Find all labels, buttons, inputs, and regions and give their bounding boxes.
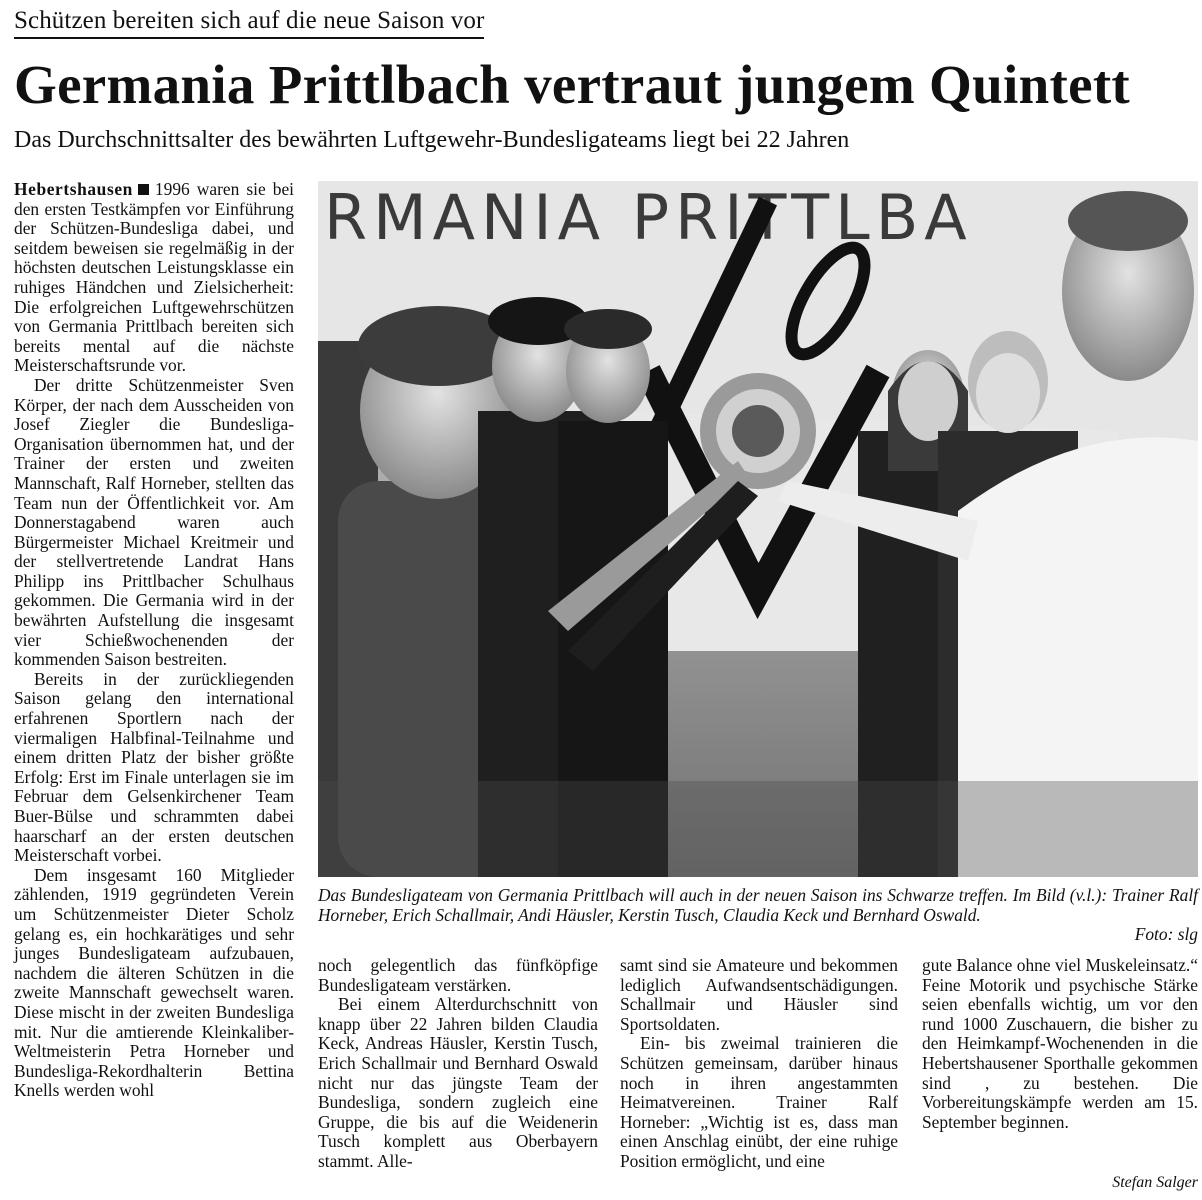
paragraph-3: Bereits in der zurückliegenden Saison gelang den international erfahrenen Sportlern nach der viermaligen Halbfinal-Teilnahme und einem dritten Platz der bisher größte Erfolg: Erst im Finale unterlagen sie im Februar dem Gelsenkirchener Team Buer-Bülse und schrammten dabei haarscharf an der ersten deutschen Meisterschaft vorbei.: [14, 668, 294, 866]
article-column-4: [922, 956, 1198, 1132]
kicker: Schützen bereiten sich auf die neue Saison vor: [14, 6, 484, 39]
article-column-1: [14, 180, 294, 1101]
paragraph-2: Der dritte Schützenmeister Sven Körper, der nach dem Ausscheiden von Josef Ziegler die Bundesliga-Organisation übernommen hat, und der Trainer der ersten und zweiten Mannschaft, Ralf Horneber, stellten das Team nun der Öffentlichkeit vor. Am Donnerstagabend waren auch Bürgermeister Michael Kreitmeir und der stellvertretende Landrat Hans Philipp ins Prittlbacher Schulhaus gekommen. Die Germania wird in der bewährten Aufstellung die insgesamt vier Schießwochenenden der kommenden Saison bestreiten.: [14, 374, 294, 670]
paragraph-4: Dem insgesamt 160 Mitglieder zählenden, 1919 gegründeten Verein um Schützenmeister Dieter Scholz gelang es, ein hochkarätiges und sehr junges Bundesligateam aufzubauen, nachdem die älteren Schützen in die zweite Mannschaft gewechselt waren. Diese mischt in der zweiten Bundesliga mit. Nur die amtierende Kleinkaliber-Weltmeisterin Petra Horneber und Bundesliga-Rekordhalterin Bettina Knells werden wohl: [14, 864, 294, 1101]
article-column-3: [620, 956, 898, 1172]
dateline: Hebertshausen: [14, 179, 133, 199]
photo-credit: Foto: slg: [1134, 924, 1198, 944]
paragraph-9: gute Balance ohne viel Muskeleinsatz.“ Feine Motorik und psychische Stärke seien ebenfalls wichtig, um vor den rund 1000 Zuschauern, die bisher zu den Heimkampf-Wochenenden in die Hebertshausener Sporthalle gekommen sind , zu bestehen. Die Vorbereitungskämpfe werden am 15. September beginnen.: [922, 955, 1198, 1132]
paragraph-7: samt sind sie Amateure und bekommen lediglich Aufwandsentschädigungen. Schallmair und Häusler sind Sportsoldaten.: [620, 955, 898, 1034]
headline: Germania Prittlbach vertraut jungem Quintett: [14, 54, 1131, 115]
author-byline: Stefan Salger: [1112, 1174, 1198, 1191]
paragraph-5: noch gelegentlich das fünfköpfige Bundesligateam verstärken.: [318, 955, 598, 995]
paragraph-8: Ein- bis zweimal trainieren die Schützen gemeinsam, darüber hinaus noch in ihren angestammten Heimatvereinen. Trainer Ralf Horneber: „Wichtig ist es, dass man einen Anschlag einübt, der eine ruhige Position ermöglicht, und eine: [620, 1033, 898, 1171]
team-photo: [318, 181, 1198, 877]
subheadline: Das Durchschnittsalter des bewährten Luftgewehr-Bundesligateams liegt bei 22 Jahren: [14, 127, 850, 153]
paragraph-1: [14, 180, 294, 376]
paragraph-1-text: 1996 waren sie bei den ersten Testkämpfen vor Einführung der Schützen-Bundesliga dabei, und seitdem beweisen sie regelmäßig in der höchsten deutschen Leistungsklasse ein ruhiges Händchen und Zielsicherheit: Die erfolgreichen Luftgewehrschützen von Germania Prittlbach bereiten sich bereits mental auf die nächste Meisterschaftsrunde vor.: [14, 179, 294, 376]
bullet-square-icon: [138, 184, 149, 195]
banner-text: RMANIA PRITTLBA: [324, 181, 973, 254]
photo-caption: Das Bundesligateam von Germania Prittlbach will auch in der neuen Saison ins Schwarze treffen. Im Bild (v.l.): Trainer Ralf Horneber, Erich Schallmair, Andi Häusler, Kerstin Tusch, Claudia Keck und Bernhard Oswald.: [318, 885, 1198, 925]
paragraph-6: Bei einem Alterdurchschnitt von knapp über 22 Jahren bilden Claudia Keck, Andreas Häusler, Kerstin Tusch, Erich Schallmair und Bernhard Oswald nicht nur das jüngste Team der Bundesliga, sondern zugleich eine Gruppe, die bis auf die Weidenerin Tusch komplett aus Oberbayern stammt. Alle-: [318, 994, 598, 1171]
article-column-2: [318, 956, 598, 1172]
